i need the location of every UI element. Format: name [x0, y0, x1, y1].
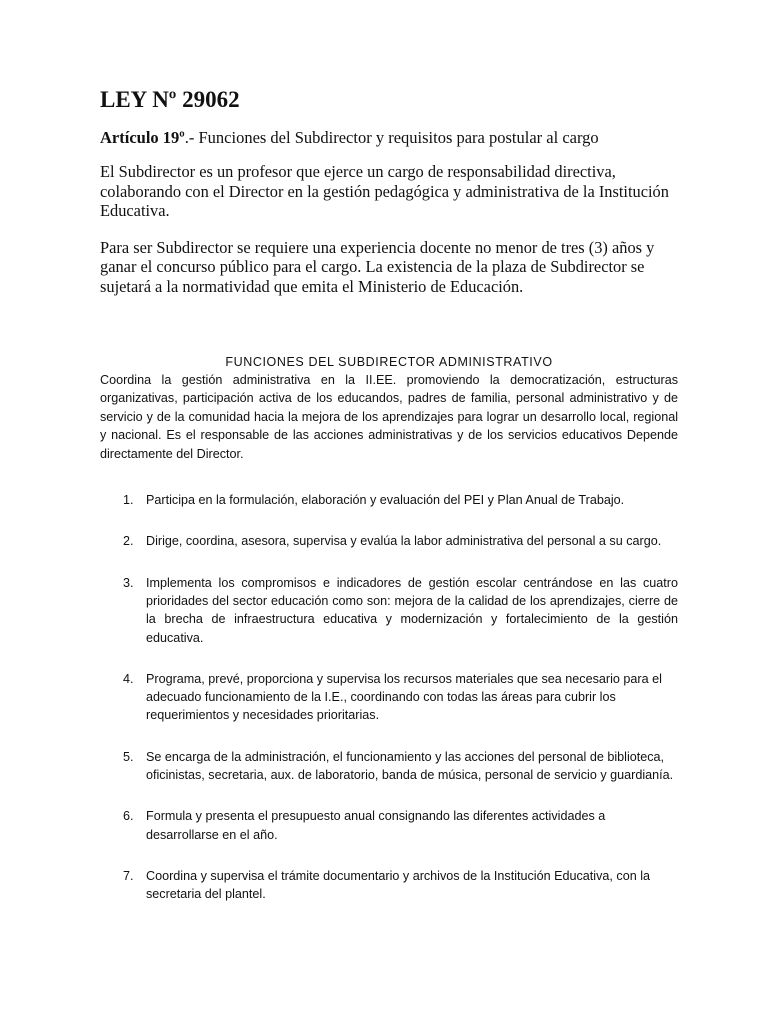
list-item-number: 3. — [123, 575, 134, 590]
list-item-number: 1. — [123, 493, 134, 508]
list-item-text: Participa en la formulación, elaboración y evaluación del PEI y Plan Anual de Trabajo. — [146, 493, 625, 508]
paragraph-subdirector-requirements: Para ser Subdirector se requiere una experiencia docente no menor de tres (3) años y ganar el concurso público para el cargo. La existencia de la plaza de Subdirector se sujetará a la normatividad que emita el Ministerio de Educación. — [100, 237, 655, 296]
document-page — [100, 86, 678, 926]
list-item-number: 4. — [123, 671, 134, 686]
list-item — [100, 748, 678, 785]
list-item-number: 2. — [123, 534, 134, 549]
section-title: FUNCIONES DEL SUBDIRECTOR ADMINISTRATIVO — [225, 355, 553, 369]
list-item — [100, 532, 678, 550]
article-number: Artículo 19º — [100, 128, 185, 147]
paragraph-subdirector-definition: El Subdirector es un profesor que ejerce un cargo de responsabilidad directiva, colaborando con el Director en la gestión pedagógica y administrativa de la Institución Educativa. — [100, 162, 669, 220]
list-item — [100, 574, 678, 647]
list-item-number: 6. — [123, 809, 134, 824]
law-title: LEY Nº 29062 — [100, 87, 240, 112]
list-item-number: 5. — [123, 749, 134, 764]
list-item-text: Programa, prevé, proporciona y supervisa los recursos materiales que sea necesario para el adecuado funcionamiento de la I.E., coordinando con todas las áreas para cubrir los requerimientos y necesidades prioritarias. — [146, 671, 662, 723]
list-item — [100, 491, 678, 509]
section-intro: Coordina la gestión administrativa en la II.EE. promoviendo la democratización, estructuras organizativas, participación activa de los educandos, padres de familia, personal administrativo y de servicio y de la comunidad hacia la mejora de los aprendizajes para lograr un desarrollo local, regional y nacional. Es el responsable de las acciones administrativas y de los servicios educativos Depende directamente del Director. — [100, 373, 678, 461]
article-heading — [100, 128, 678, 148]
article-heading-text: .- Funciones del Subdirector y requisitos para postular al cargo — [184, 128, 599, 147]
list-item-text: Dirige, coordina, asesora, supervisa y evalúa la labor administrativa del personal a su cargo. — [146, 534, 662, 549]
list-item-text: Coordina y supervisa el trámite documentario y archivos de la Institución Educativa, con la secretaria del plantel. — [146, 868, 651, 902]
list-item-text: Formula y presenta el presupuesto anual consignando las diferentes actividades a desarrollarse en el año. — [146, 809, 606, 842]
list-item-text: Se encarga de la administración, el funcionamiento y las acciones del personal de biblioteca, oficinistas, secretaria, aux. de laboratorio, banda de música, personal de servicio y guardianía. — [146, 749, 674, 782]
list-item-number: 7. — [123, 868, 134, 883]
list-item — [100, 867, 678, 904]
list-item — [100, 807, 678, 844]
list-item — [100, 670, 678, 725]
list-item-text: Implementa los compromisos e indicadores de gestión escolar centrándose en las cuatro prioridades del sector educación como son: mejora de la calidad de los aprendizajes, cierre de la brecha de infraestructura educativa y modernización y fortalecimiento de la gestión educativa. — [146, 575, 678, 645]
functions-list — [100, 491, 678, 903]
